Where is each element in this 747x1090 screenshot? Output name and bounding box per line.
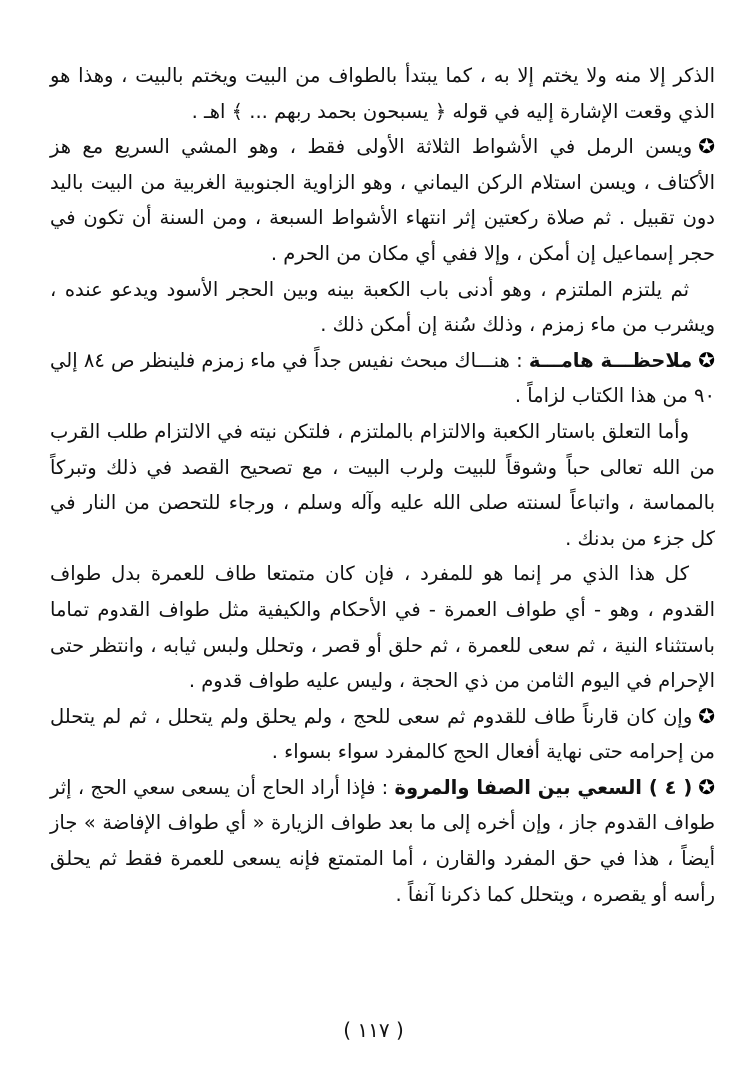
- page-body-text: [50, 58, 715, 912]
- paragraph-text: وإن كان قارناً طاف للقدوم ثم سعى للحج ، ولم يحلق ولم يتحلل ، ثم لم يتحلل من إحرامه حتى نهاية أفعال الحج كالمفرد سواء بسواء .: [50, 704, 715, 764]
- paragraph-text: ويسن الرمل في الأشواط الثلاثة الأولى فقط ، وهو المشي السريع مع هز الأكتاف ، ويسن استلام الركن اليماني ، وهو الزاوية الجنوبية الغربية من البيت باليد دون تقبيل . ثم صلاة ركعتين إثر انتهاء الأشواط السبعة ، ومن السنة أن تكون في حجر إسماعيل إن أمكن ، وإلا ففي أي مكان من الحرم .: [50, 135, 715, 265]
- paragraph-text: : فإذا أراد الحاج أن يسعى سعي الحج ، إثر طواف القدوم جاز ، وإن أخره إلى ما بعد طواف الزيارة « أي طواف الإفاضة » جاز أيضاً ، هذا في حق المفرد والقارن ، أما المتمتع فإنه يسعى للعمرة فقط ثم يحلق رأسه أو يقصره ، ويتحلل كما ذكرنا آنفاً .: [50, 775, 715, 906]
- paragraph: [50, 556, 715, 698]
- inline-heading: ( ٤ ) السعي بين الصفا والمروة: [394, 775, 693, 799]
- paragraph: [50, 699, 715, 770]
- star-bullet-icon: ✪: [698, 774, 716, 799]
- paragraph-text: : هنـــاك مبحث نفيس جداً في ماء زمزم فلينظر ص ٨٤ إلي ٩٠ من هذا الكتاب لزاماً .: [50, 348, 715, 408]
- paragraph-text: الذكر إلا منه ولا يختم إلا به ، كما يبتدأ بالطواف من البيت ويختم بالبيت ، وهذا هو الذي وقعت الإشارة إليه في قوله ﴿ يسبحون بحمد ربهم ... ﴾ اهـ .: [50, 64, 715, 123]
- paragraph: [50, 770, 715, 912]
- paragraph-text: ثم يلتزم الملتزم ، وهو أدنى باب الكعبة بينه وبين الحجر الأسود ويدعو عنده ، ويشرب من ماء زمزم ، وذلك سُنة إن أمكن ذلك .: [50, 277, 715, 337]
- star-bullet-icon: ✪: [698, 347, 715, 372]
- paragraph: [50, 414, 715, 556]
- star-bullet-icon: ✪: [698, 134, 715, 159]
- paragraph: [50, 129, 715, 271]
- page-number: ( ١١٧ ): [343, 1018, 404, 1042]
- inline-heading: ملاحظـــة هامـــة: [528, 348, 693, 372]
- star-bullet-icon: ✪: [698, 703, 715, 728]
- paragraph: [50, 58, 715, 129]
- paragraph-text: كل هذا الذي مر إنما هو للمفرد ، فإن كان متمتعا طاف للعمرة بدل طواف القدوم ، وهو - أي طواف العمرة - في الأحكام والكيفية مثل طواف القدوم تماما باستثناء النية ، ثم سعى للعمرة ، ثم حلق أو قصر ، وتحلل ولبس ثيابه ، وانتظر حتى الإحرام في اليوم الثامن من ذي الحجة ، وليس عليه طواف قدوم .: [50, 562, 715, 693]
- paragraph: [50, 272, 715, 343]
- paragraph: [50, 343, 715, 414]
- paragraph-text: وأما التعلق باستار الكعبة والالتزام بالملتزم ، فلتكن نيته في الالتزام طلب القرب من الله تعالى حباً وشوقاً للبيت ولرب البيت ، مع تصحيح القصد في ذلك وتبركاً بالمماسة ، واتباعاً لسنته صلى الله عليه وآله وسلم ، ورجاء للتحصن من النار في كل جزء من بدنك .: [50, 419, 715, 550]
